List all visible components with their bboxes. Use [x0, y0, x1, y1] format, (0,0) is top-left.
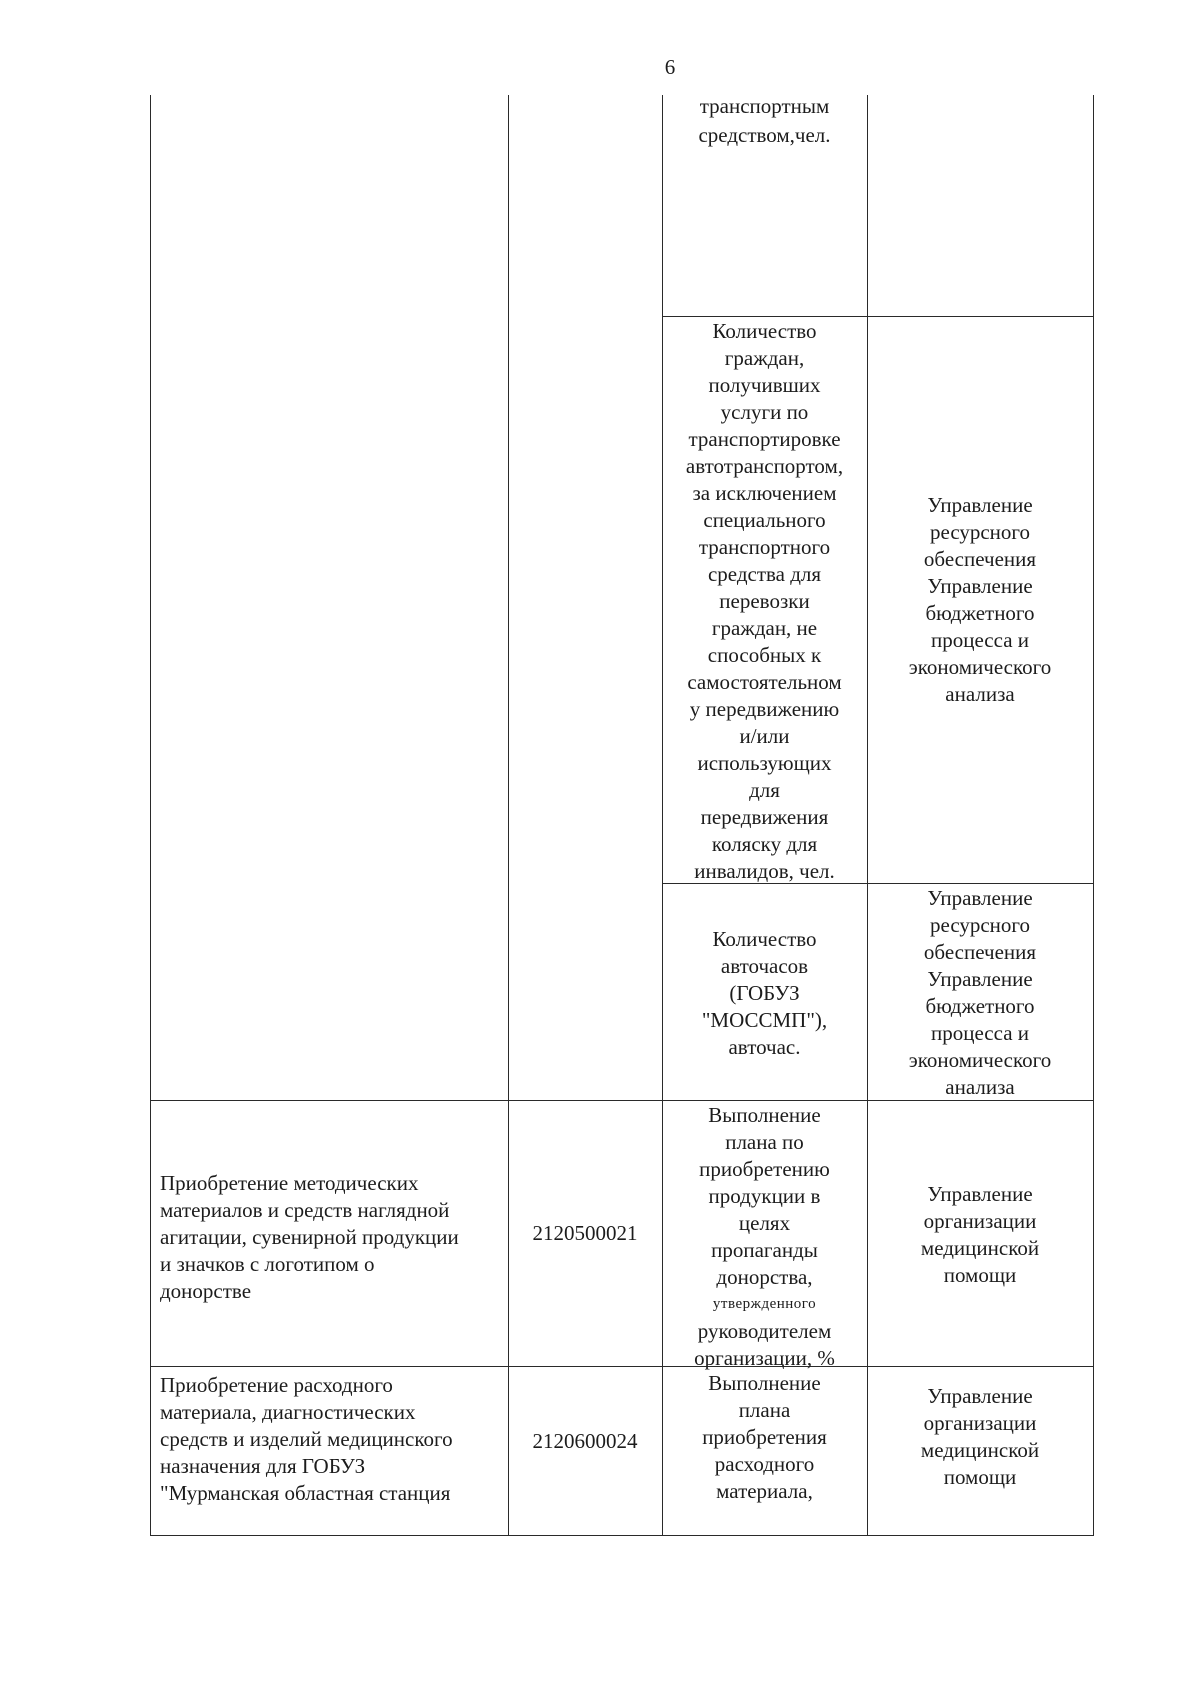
- indicator-cell: Количество авточасов (ГОБУЗ "МОССМП"), авточас.: [701, 927, 828, 1059]
- table-border-bottom: [150, 1535, 1094, 1536]
- responsible-cell: Управление ресурсного обеспечения Управление бюджетного процесса и экономического анализа: [908, 493, 1052, 706]
- page-number: 6: [664, 55, 676, 79]
- responsible-cell: Управление ресурсного обеспечения Управление бюджетного процесса и экономического анализа: [908, 886, 1052, 1099]
- responsible-cell: Управление организации медицинской помощи: [920, 1182, 1040, 1287]
- code-cell: 2120600024: [532, 1428, 638, 1453]
- indicator-cell: транспортным средством,чел.: [698, 94, 831, 147]
- name-cell: Приобретение методических материалов и средств наглядной агитации, сувенирной продукции и значков с логотипом о донорстве: [160, 1171, 459, 1303]
- name-cell: Приобретение расходного материала, диагностических средств и изделий медицинского назначения для ГОБУЗ "Мурманская областная станция: [160, 1373, 453, 1505]
- responsible-cell: Управление организации медицинской помощи: [920, 1384, 1040, 1489]
- indicator-cell: Выполнение плана по приобретению продукции в целях пропаганды донорства, утвержденного руководителем организации, %: [694, 1103, 835, 1370]
- indicator-cell: Выполнение плана приобретения расходного материала,: [702, 1371, 827, 1503]
- indicator-cell: Количество граждан, получивших услуги по транспортировке автотранспортом, за исключением специального транспортного средства для перевозки граждан, не способных к самостоятельном у передвижению и/или использующих для передвижения коляску для инвалидов, чел.: [685, 319, 844, 883]
- table-border-col4: [867, 95, 868, 1535]
- code-cell: 2120500021: [532, 1220, 638, 1245]
- row-divider: [662, 316, 1094, 317]
- table-border-right: [1093, 95, 1094, 1535]
- table-border-left: [150, 95, 151, 1535]
